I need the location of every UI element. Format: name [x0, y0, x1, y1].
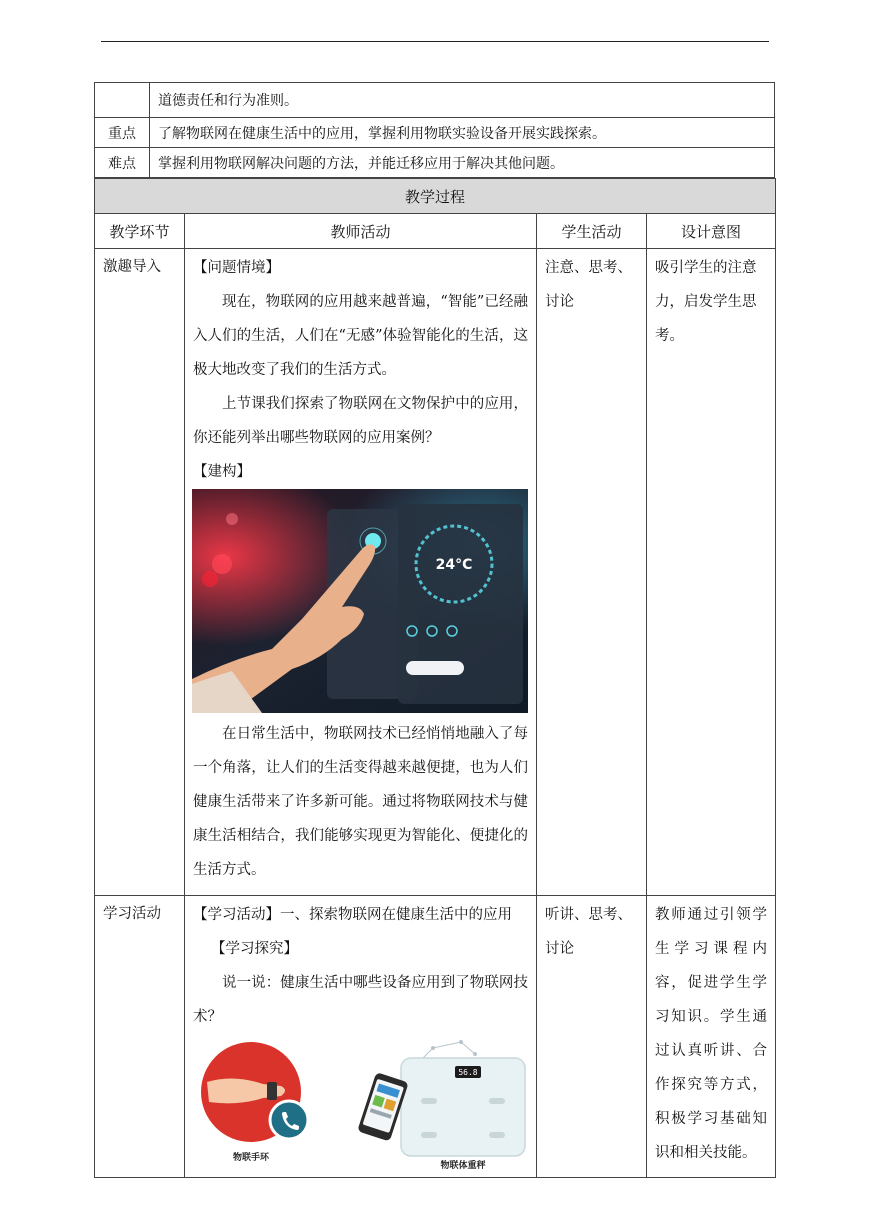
- learn-para-1: 说一说：健康生活中哪些设备应用到了物联网技术？: [193, 975, 528, 1025]
- learn-student: [537, 896, 647, 1178]
- table-row: [95, 118, 775, 148]
- intro-para-2: 上节课我们探索了物联网在文物保护中的应用，你还能列举出哪些物联网的应用案例？: [193, 396, 528, 446]
- design-intent-text: 教师通过引领学生学习课程内容，促进学生学习知识。学生通过认真听讲、合作探究等方式，积极学习基础知识和相关技能。: [655, 907, 768, 1161]
- design-intent-text: 吸引学生的注意力，启发学生思考。: [655, 260, 757, 344]
- learn-explore-heading: 【学习探究】: [211, 941, 298, 957]
- col-stage: 教学环节: [95, 214, 185, 249]
- objectives-table: [94, 82, 775, 178]
- col-student: 学生活动: [537, 214, 647, 249]
- header-rule: [101, 41, 769, 42]
- row-label: [95, 83, 150, 118]
- teaching-process-table: [94, 178, 776, 1178]
- stage-label: 激趣导入: [103, 259, 161, 275]
- iot-devices-image: [193, 1040, 529, 1170]
- process-title-row: [95, 179, 776, 214]
- table-row: [95, 896, 776, 1178]
- intro-para-3: 在日常生活中，物联网技术已经悄悄地融入了每一个角落，让人们的生活变得越来越便捷，也为人们健康生活带来了许多新可能。通过将物联网技术与健康生活相结合，我们能够实现更为智能化、便捷化的生活方式。: [193, 726, 528, 878]
- learn-intent: [647, 896, 776, 1178]
- learn-teacher: [185, 896, 537, 1178]
- temperature-readout: 24°C: [435, 557, 473, 573]
- learn-activity-heading: 【学习活动】一、探索物联网在健康生活中的应用: [193, 907, 512, 923]
- problem-heading: 【问题情境】: [193, 260, 280, 276]
- intro-student: [537, 249, 647, 896]
- stage-label: 学习活动: [103, 906, 161, 922]
- construct-heading: 【建构】: [193, 464, 251, 480]
- intro-teacher: [185, 249, 537, 896]
- process-title: 教学过程: [95, 179, 776, 214]
- scale-caption: 物联体重秤: [440, 1161, 486, 1170]
- student-activity-text: 注意、思考、讨论: [545, 260, 632, 310]
- band-caption: 物联手环: [232, 1153, 270, 1163]
- col-teacher: 教师活动: [185, 214, 537, 249]
- column-header-row: [95, 214, 776, 249]
- row-text: 道德责任和行为准则。: [150, 83, 775, 118]
- difficulty-text: 掌握利用物联网解决问题的方法，并能迁移应用于解决其他问题。: [150, 148, 775, 178]
- table-row: [95, 148, 775, 178]
- table-row: [95, 249, 776, 896]
- difficulty-label: 难点: [95, 148, 150, 178]
- learn-stage: [95, 896, 185, 1178]
- intro-intent: [647, 249, 776, 896]
- col-intent: 设计意图: [647, 214, 776, 249]
- key-point-label: 重点: [95, 118, 150, 148]
- smart-touch-panel-image: [192, 489, 528, 713]
- student-activity-text: 听讲、思考、讨论: [545, 907, 632, 957]
- table-row: [95, 83, 775, 118]
- key-point-text: 了解物联网在健康生活中的应用，掌握利用物联实验设备开展实践探索。: [150, 118, 775, 148]
- intro-para-1: 现在，物联网的应用越来越普遍，“智能”已经融入人们的生活，人们在“无感”体验智能化的生活，这极大地改变了我们的生活方式。: [193, 294, 528, 378]
- intro-stage: [95, 249, 185, 896]
- scale-reading: 56.8: [458, 1068, 478, 1077]
